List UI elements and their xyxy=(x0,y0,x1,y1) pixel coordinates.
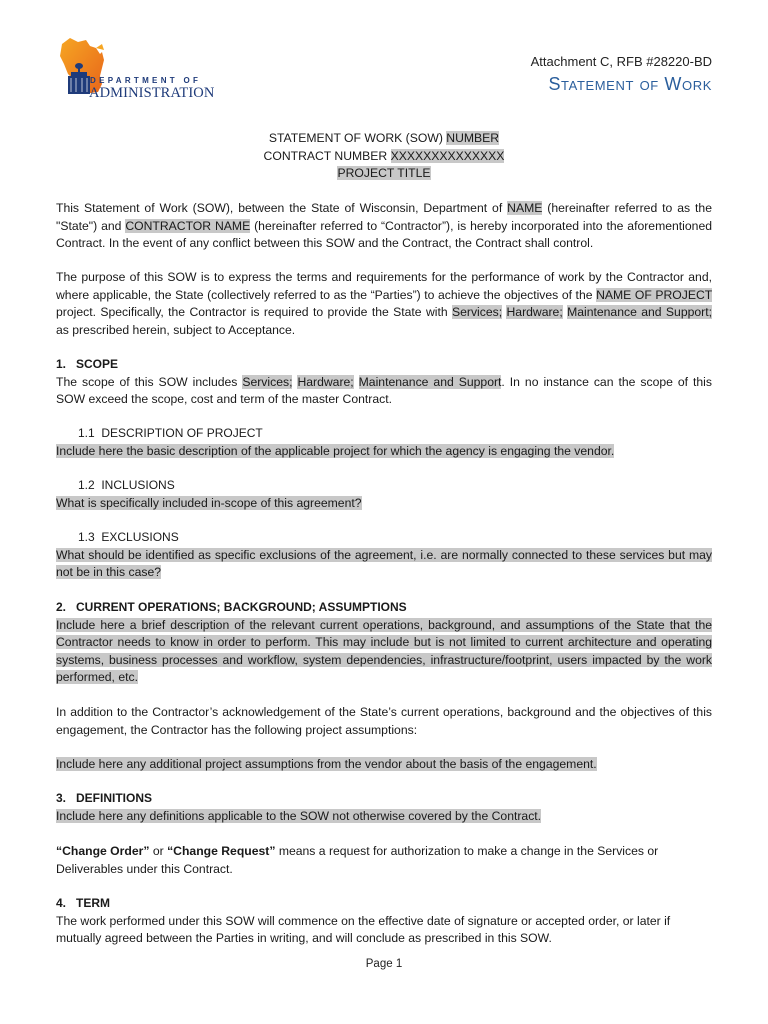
section-heading-definitions: 3. DEFINITIONS xyxy=(56,791,153,805)
section-definitions: 3. DEFINITIONS Include here any definitions applicable to the SOW not otherwise covered by the Contract. xyxy=(56,790,712,825)
section-scope: 1. SCOPE The scope of this SOW includes Services; Hardware; Maintenance and Support. In no instance can the scope of this SOW exceed the scope, cost and term of the master Contract. xyxy=(56,357,712,406)
contract-number-placeholder: XXXXXXXXXXXXXX xyxy=(390,148,505,163)
purpose-paragraph: The purpose of this SOW is to express the terms and requirements for the performance of work by the Contractor and, where applicable, the State (collectively referred to as the “Parties”) to achieve the objectives of the NAME OF PROJECT project. Specifically, the Contractor is required to provide the State with Services; Hardware; Maintenance and Support; as prescribed herein, subject to Acceptance. xyxy=(56,270,713,337)
subsection-description: 1.1 DESCRIPTION OF PROJECT Include here the basic description of the applicable project for which the agency is engaging the vendor. xyxy=(56,425,712,460)
subsection-heading-description: 1.1 DESCRIPTION OF PROJECT xyxy=(78,426,263,440)
document-title: Statement of Work xyxy=(548,74,712,94)
intro-paragraph: This Statement of Work (SOW), between the State of Wisconsin, Department of NAME (hereinafter referred to as the "State") and CONTRACTOR NAME (hereinafter referred to “Contractor”), is hereby incorporated into the aforementioned Contract. In the event of any conflict between this SOW and the Contract, the Contract shall control. xyxy=(56,201,712,250)
sow-number-line: STATEMENT OF WORK (SOW) NUMBER xyxy=(268,131,500,145)
title-block xyxy=(56,130,712,183)
section-term: 4. TERM The work performed under this SOW will commence on the effective date of signature or accepted order, or later if mutually agreed between the Parties in writing, and will conclude as prescribed in this SOW. xyxy=(56,895,712,948)
project-title-placeholder: PROJECT TITLE xyxy=(337,166,431,180)
section-operations: 2. CURRENT OPERATIONS; BACKGROUND; ASSUMPTIONS Include here a brief description of the relevant current operations, background, and assumptions of the State that the Contractor needs to know in order to perform. This may include but is not limited to current architecture and operating systems, business processes and workflow, system dependencies, infrastructure/footprint, users impacted by the work performed, etc. xyxy=(56,600,712,684)
project-title-line xyxy=(56,165,712,183)
logo-text-department: DEPARTMENT OF xyxy=(90,76,202,85)
subsection-heading-inclusions: 1.2 INCLUSIONS xyxy=(78,478,175,492)
sow-number-placeholder: NUMBER xyxy=(446,131,500,145)
logo-text-administration: ADMINISTRATION xyxy=(89,85,215,101)
attachment-label: Attachment C, RFB #28220-BD xyxy=(530,54,712,69)
change-order-definition: “Change Order” or “Change Request” means a request for authorization to make a change in the Services or Deliverables under this Contract. xyxy=(56,844,659,876)
section-heading-scope: 1. SCOPE xyxy=(56,357,119,371)
subsection-heading-exclusions: 1.3 EXCLUSIONS xyxy=(78,530,179,544)
page-number: Page 1 xyxy=(365,958,403,970)
subsection-inclusions: 1.2 INCLUSIONS What is specifically included in-scope of this agreement? xyxy=(56,477,712,512)
section-heading-operations: 2. CURRENT OPERATIONS; BACKGROUND; ASSUMPTIONS xyxy=(56,600,407,614)
department-logo xyxy=(56,34,246,104)
subsection-exclusions: 1.3 EXCLUSIONS What should be identified as specific exclusions of the agreement, i.e. are normally connected to these services but may not be in this case? xyxy=(56,530,712,579)
assumptions-paragraph: In addition to the Contractor’s acknowledgement of the State’s current operations, background and the objectives of this engagement, the Contractor has the following project assumptions: xyxy=(56,705,712,737)
contract-number-line: CONTRACT NUMBER XXXXXXXXXXXXXX xyxy=(263,148,505,163)
assumptions-placeholder: Include here any additional project assumptions from the vendor about the basis of the engagement. xyxy=(56,757,597,771)
section-heading-term: 4. TERM xyxy=(56,896,111,910)
